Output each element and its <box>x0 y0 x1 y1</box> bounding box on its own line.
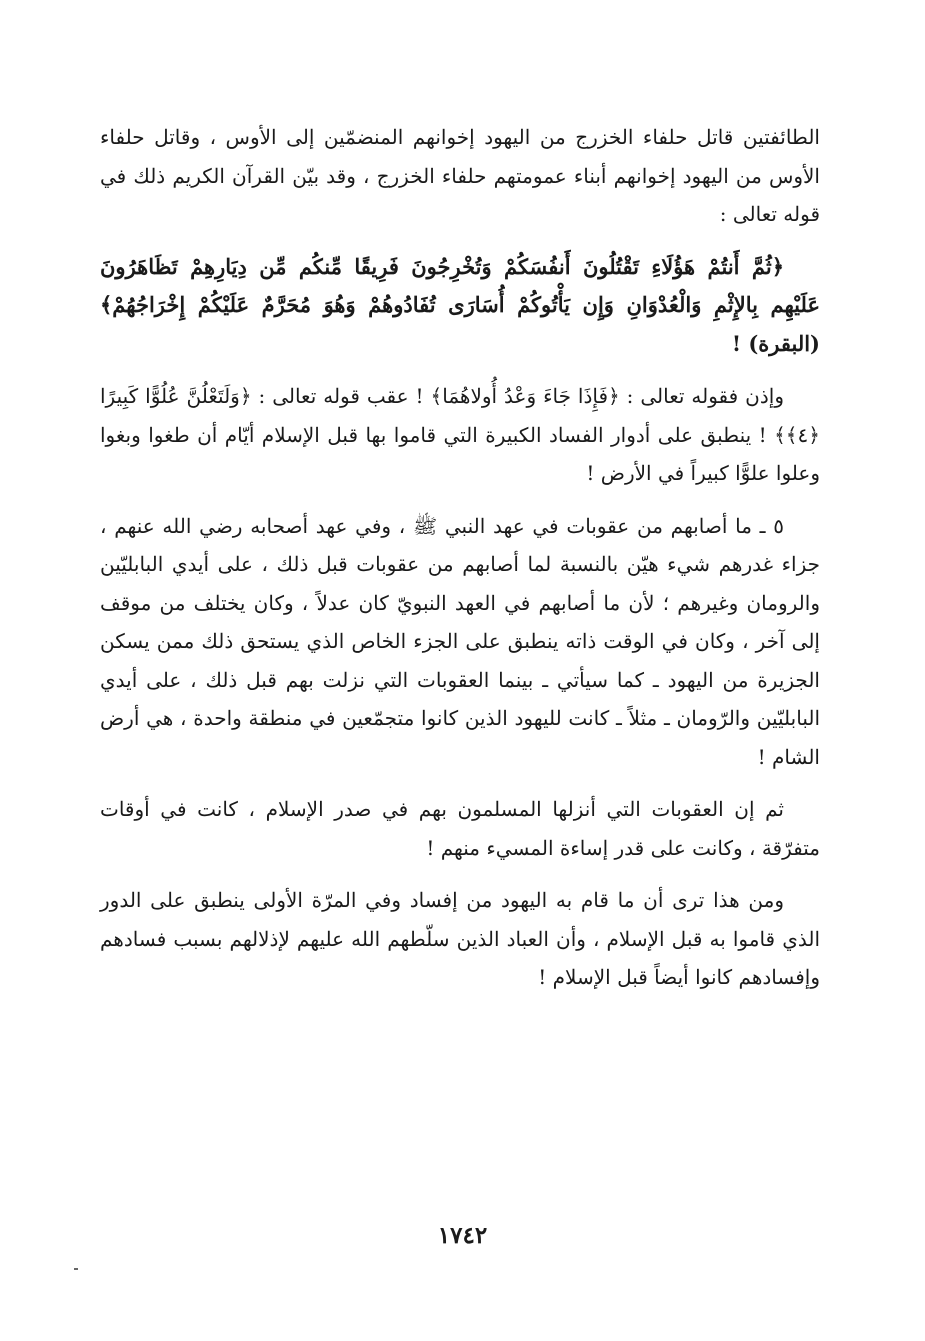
scan-speck <box>74 1268 78 1270</box>
paragraph-punishments-early-islam: ثم إن العقوبات التي أنزلها المسلمون بهم في صدر الإسلام ، كانت في أوقات متفرّقة ، وكانت على قدر إساءة المسيء منهم ! <box>100 797 820 860</box>
paragraph-point-five: ٥ ـ ما أصابهم من عقوبات في عهد النبي ﷺ ، وفي عهد أصحابه رضي الله عنهم ، جزاء غدرهم شيء هيّن بالنسبة لما أصابهم من عقوبات قبل ذلك ، على أيدي البابليّين والرومان وغيرهم ؛ لأن ما أصابهم في العهد النبويّ كان عدلاً ، وكان يختلف من موقف إلى آخر ، وكان في الوقت ذاته ينطبق على الجزء الخاص الذي يستحق ذلك ممن يسكن الجزيرة من اليهود ـ كما سيأتي ـ بينما العقوبات التي نزلت بهم قبل ذلك ، على أيدي البابليّين والرّومان ـ مثلاً ـ كانت لليهود الذين كانوا متجمّعين في منطقة واحدة ، هي أرض الشام ! <box>100 513 820 769</box>
page-number: ١٧٤٢ <box>437 1222 488 1249</box>
paragraph-conclusion: ومن هذا ترى أن ما قام به اليهود من إفساد وفي المرّة الأولى ينطبق على الدور الذي قاموا به قبل الإسلام ، وأن العباد الذين سلّطهم الله عليهم لإذلالهم بسبب فسادهم وإفسادهم كانوا أيضاً قبل الإسلام ! <box>100 888 820 989</box>
paragraph-aws-khazraj-context: الطائفتين قاتل حلفاء الخزرج من اليهود إخوانهم المنضمّين إلى الأوس ، وقاتل حلفاء الأوس من اليهود إخوانهم أبناء عمومتهم حلفاء الخزرج ، وقد بيّن القرآن الكريم ذلك في قوله تعالى : <box>100 125 820 226</box>
quran-verse-al-baqarah: ﴿ثُمَّ أَنتُمْ هَؤُلَاءِ تَقْتُلُونَ أَنفُسَكُمْ وَتُخْرِجُونَ فَرِيقًا مِّنكُم مِّن دِيَارِهِمْ تَظَاهَرُونَ عَلَيْهِم بِالإِثْمِ وَالْعُدْوَانِ وَإِن يَأْتُوكُمْ أُسَارَى تُفَادُوهُمْ وَهُوَ مُحَرَّمٌ عَلَيْكُمْ إِخْرَاجُهُمْ﴾ (البقرة) ! <box>100 253 820 356</box>
page-body <box>100 118 820 1218</box>
paragraph-first-promise: وإذن فقوله تعالى : ﴿فَإِذَا جَاءَ وَعْدُ أُولاهُمَا﴾ ! عقب قوله تعالى : ﴿وَلَتَعْلُنَّ عُلُوًّا كَبِيرًا ﴿٤﴾﴾ ! ينطبق على أدوار الفساد الكبيرة التي قاموا بها قبل الإسلام أيّام أن طغوا وبغوا وعلوا علوًّا كبيراً في الأرض ! <box>100 384 820 485</box>
